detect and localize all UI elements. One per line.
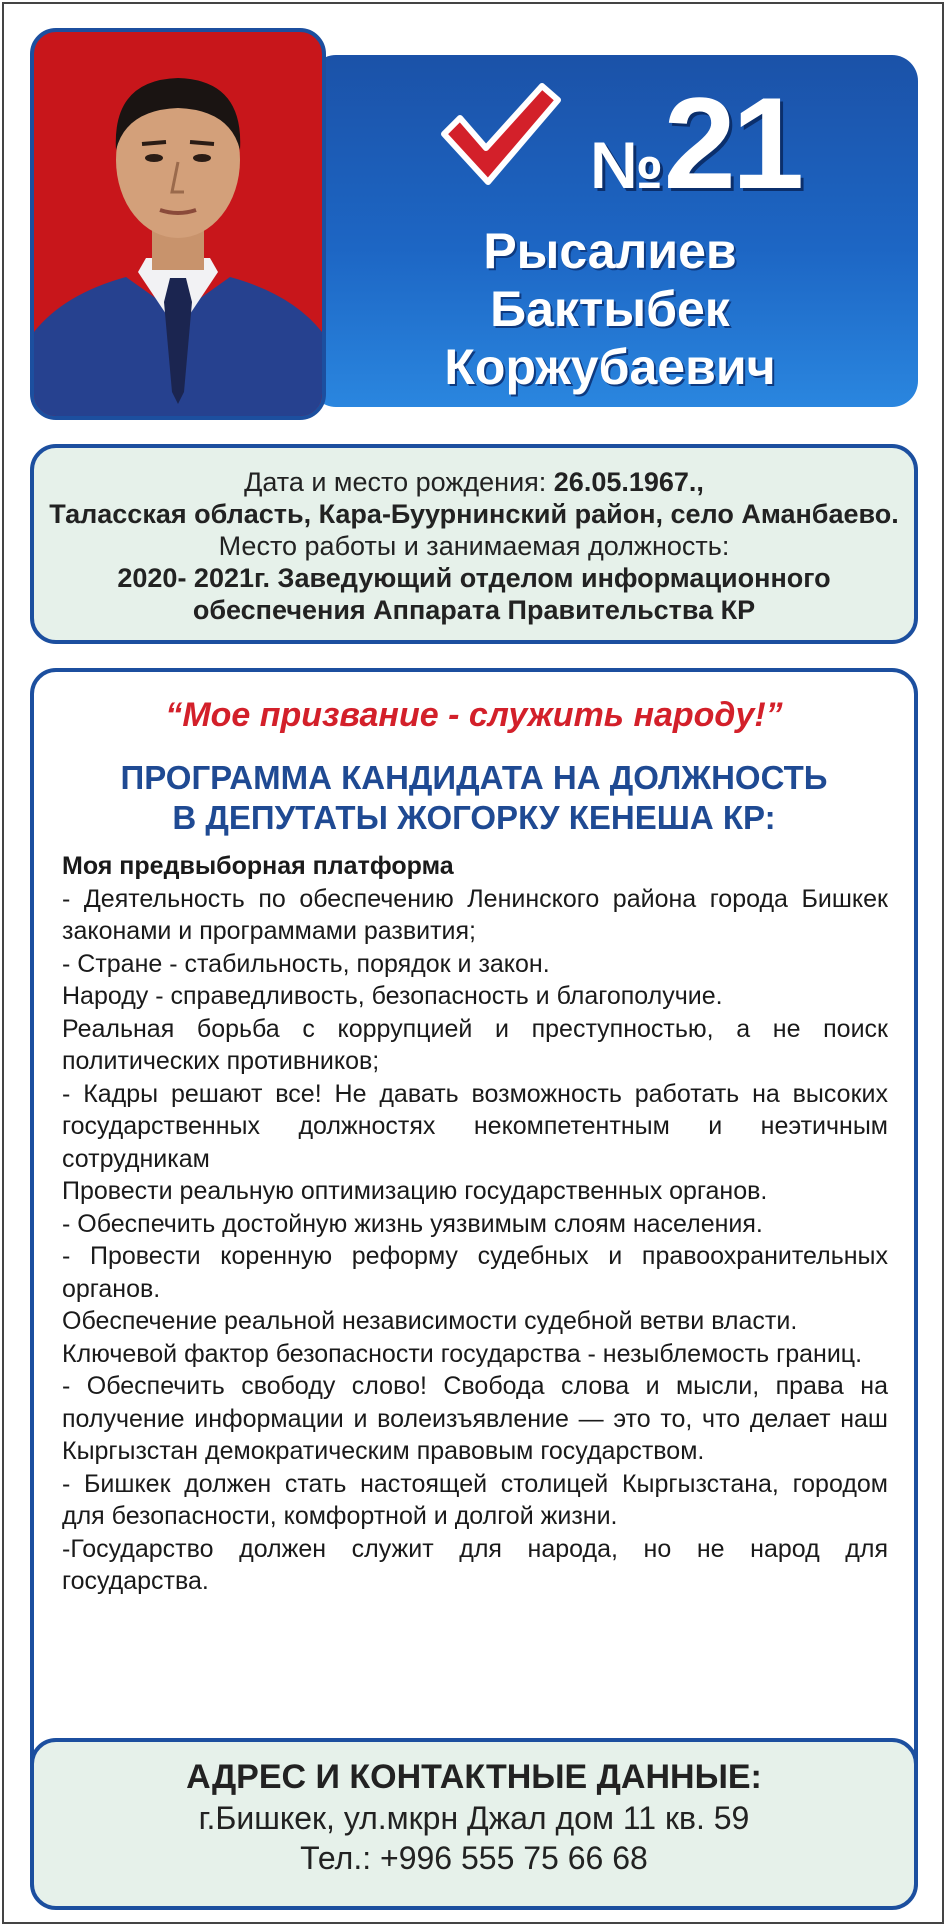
- slogan: “Мое призвание - служить народу!”: [165, 696, 783, 734]
- birth-place: Таласская область, Кара-Буурнинский район, село Аманбаево.: [49, 499, 899, 529]
- platform-item: Народу - справедливость, безопасность и благополучие.: [62, 982, 723, 1010]
- first-name: Бактыбек: [490, 281, 730, 337]
- surname: Рысалиев: [483, 223, 737, 279]
- platform-list: [62, 850, 888, 1598]
- program-title-line-1: ПРОГРАММА КАНДИДАТА НА ДОЛЖНОСТЬ: [120, 759, 828, 796]
- platform-item: Обеспечение реальной независимости судебной ветви власти.: [62, 1307, 798, 1335]
- patronymic: Коржубаевич: [444, 339, 776, 395]
- birth-date: 26.05.1967.,: [553, 467, 704, 497]
- platform-heading: Моя предвыборная платформа: [62, 852, 454, 880]
- contacts-phone: Тел.: +996 555 75 66 68: [300, 1840, 648, 1876]
- platform-item: Провести реальную оптимизацию государственных органов.: [62, 1177, 768, 1205]
- birth-label: Дата и место рождения:: [244, 467, 554, 497]
- bio-info-box: [30, 444, 918, 644]
- contacts-title: АДРЕС И КОНТАКТНЫЕ ДАННЫЕ:: [186, 1758, 762, 1796]
- program-box: [30, 668, 918, 1908]
- platform-item: Ключевой фактор безопасности государства - незыблемость границ.: [62, 1339, 863, 1368]
- checkmark-icon: [438, 82, 562, 192]
- number-sign: №: [590, 128, 664, 202]
- candidate-name: [400, 222, 820, 396]
- platform-item: - Деятельность по обеспечению Ленинского района города Бишкек законами и программами развития;: [62, 884, 888, 945]
- platform-item: Реальная борьба с коррупцией и преступностью, а не поиск политических противников;: [62, 1014, 888, 1075]
- platform-item: - Стране - стабильность, порядок и закон.: [62, 949, 550, 978]
- platform-item: - Бишкек должен стать настоящей столицей Кыргызстана, городом для безопасности, комфортной и долгой жизни.: [62, 1469, 888, 1530]
- candidate-photo: [30, 28, 326, 420]
- program-title-line-2: В ДЕПУТАТЫ ЖОГОРКУ КЕНЕША КР:: [172, 799, 776, 836]
- contacts-address: г.Бишкек, ул.мкрн Джал дом 11 кв. 59: [198, 1800, 750, 1836]
- platform-item: - Обеспечить свободу слово! Свобода слова и мысли, права на получение информации и волеизъявление — это то, что делает наш Кыргызстан демократическим правовым государством.: [62, 1372, 888, 1465]
- work-line-1: 2020- 2021г. Заведующий отделом информационного: [117, 563, 831, 593]
- number-value: 21: [663, 70, 801, 216]
- birth-line: [34, 466, 914, 498]
- contacts-box: [30, 1738, 918, 1910]
- work-label: Место работы и занимаемая должность:: [218, 531, 730, 561]
- platform-item: - Кадры решают все! Не давать возможность работать на высоких государственных должностях некомпетентным и неэтичным сотрудникам: [62, 1079, 888, 1173]
- program-title: [34, 758, 914, 838]
- candidate-number: [590, 70, 801, 216]
- platform-item: - Обеспечить достойную жизнь уязвимым слоям населения.: [62, 1209, 763, 1238]
- work-line-2: обеспечения Аппарата Правительства КР: [192, 595, 756, 625]
- platform-item: - Провести коренную реформу судебных и правоохранительных органов.: [62, 1242, 888, 1303]
- platform-item: -Государство должен служит для народа, но не народ для государства.: [62, 1534, 888, 1595]
